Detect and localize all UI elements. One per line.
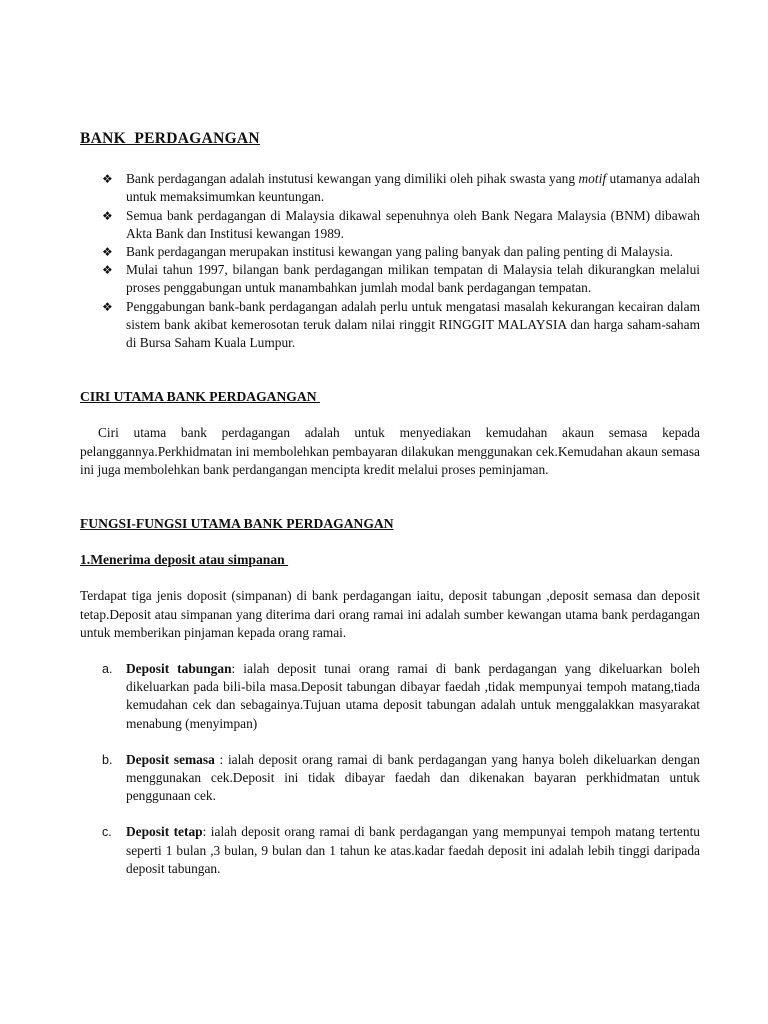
diamond-bullet-icon: ❖ — [102, 263, 113, 278]
list-item-deposit-semasa: b. Deposit semasa : ialah deposit orang ramai di bank perdagangan yang hanya boleh dikeluarkan dengan menggunakan cek.Deposit ini tidak dibayar faedah dan dikenakan bayaran perkhidmatan untuk penggunaan cek. — [102, 751, 701, 804]
bullet-item: ❖ Penggabungan bank-bank perdagangan adalah perlu untuk mengatasi masalah kekurangan kecairan dalam sistem bank akibat kemerosotan teruk dalam nilai ringgit RINGGIT MALAYSIA dan harga saham-saham di Bursa Saham Kuala Lumpur. — [102, 298, 700, 351]
list-letter: c. — [102, 825, 112, 840]
diamond-bullet-icon: ❖ — [102, 208, 113, 223]
bullet-item: ❖ Mulai tahun 1997, bilangan bank perdagangan milikan tempatan di Malaysia telah dikurangkan melalui proses penggabungan untuk manambahkan jumlah modal bank perdagangan tempatan. — [102, 262, 700, 296]
bullet-item: ❖ Semua bank perdagangan di Malaysia dikawal sepenuhnya oleh Bank Negara Malaysia (BNM) dibawah Akta Bank dan Institusi kewangan 1989. — [102, 207, 700, 241]
diamond-bullet-icon: ❖ — [102, 172, 113, 187]
list-item-deposit-tetap: c. Deposit tetap: ialah deposit orang ramai di bank perdagangan yang mempunyai tempoh matang tertentu seperti 1 bulan ,3 bulan, 9 bulan dan 1 tahun ke atas.kadar faedah deposit ini adalah lebih tinggi daripada deposit tabungan. — [102, 824, 700, 876]
heading-fungsi-utama: FUNGSI-FUNGSI UTAMA BANK PERDAGANGAN — [80, 516, 394, 532]
deposit-types-list — [80, 660, 700, 878]
bullet-item: ❖ Bank perdagangan merupakan institusi kewangan yang paling banyak dan paling penting di Malaysia. — [80, 243, 700, 261]
term-deposit-tabungan: Deposit tabungan — [126, 661, 232, 677]
heading-bank-perdagangan: BANK PERDAGANGAN — [80, 130, 260, 147]
subheading-menerima-deposit: 1.Menerima deposit atau simpanan — [80, 552, 289, 568]
diamond-bullet-icon: ❖ — [102, 245, 113, 260]
list-letter: a. — [102, 662, 113, 677]
emphasis-text: motif — [578, 171, 607, 187]
bullet-list — [80, 170, 700, 352]
diamond-bullet-icon: ❖ — [102, 299, 113, 314]
deposit-intro-paragraph: Terdapat tiga jenis doposit (simpanan) di bank perdagangan iaitu, deposit tabungan ,deposit semasa dan deposit tetap.Deposit atau simpanan yang diterima dari orang ramai ini adalah sumber kewangan utama bank perdagangan untuk memberikan pinjaman kepada orang ramai. — [80, 588, 700, 640]
heading-ciri-utama: CIRI UTAMA BANK PERDAGANGAN — [80, 389, 320, 405]
bullet-item: ❖ Bank perdagangan adalah instutusi kewangan yang dimiliki oleh pihak swasta yang motif utamanya adalah untuk memaksimumkan keuntungan. — [102, 171, 700, 205]
document-body — [80, 130, 700, 878]
term-deposit-semasa: Deposit semasa — [126, 751, 215, 767]
list-spacer — [80, 733, 700, 751]
list-spacer — [80, 805, 700, 823]
list-letter: b. — [102, 752, 113, 767]
list-item-deposit-tabungan: a. Deposit tabungan: ialah deposit tunai orang ramai di bank perdagangan yang dikeluarkan boleh dikeluarkan pada bili-bila masa.Deposit tabungan dibayar faedah ,tidak mempunyai tempoh matang,tiada kemudahan cek dan sebagainya.Tujuan utama deposit tabungan adalah untuk menggalakkan masyarakat menabung (menyimpan) — [102, 661, 700, 731]
ciri-paragraph: Ciri utama bank perdagangan adalah untuk menyediakan kemudahan akaun semasa kepada pelanggannya.Perkhidmatan ini membolehkan pembayaran dilakukan menggunakan cek.Kemudahan akaun semasa ini juga membolehkan bank perdangangan mencipta kredit melalui proses peminjaman. — [80, 425, 700, 477]
term-deposit-tetap: Deposit tetap — [126, 824, 203, 840]
